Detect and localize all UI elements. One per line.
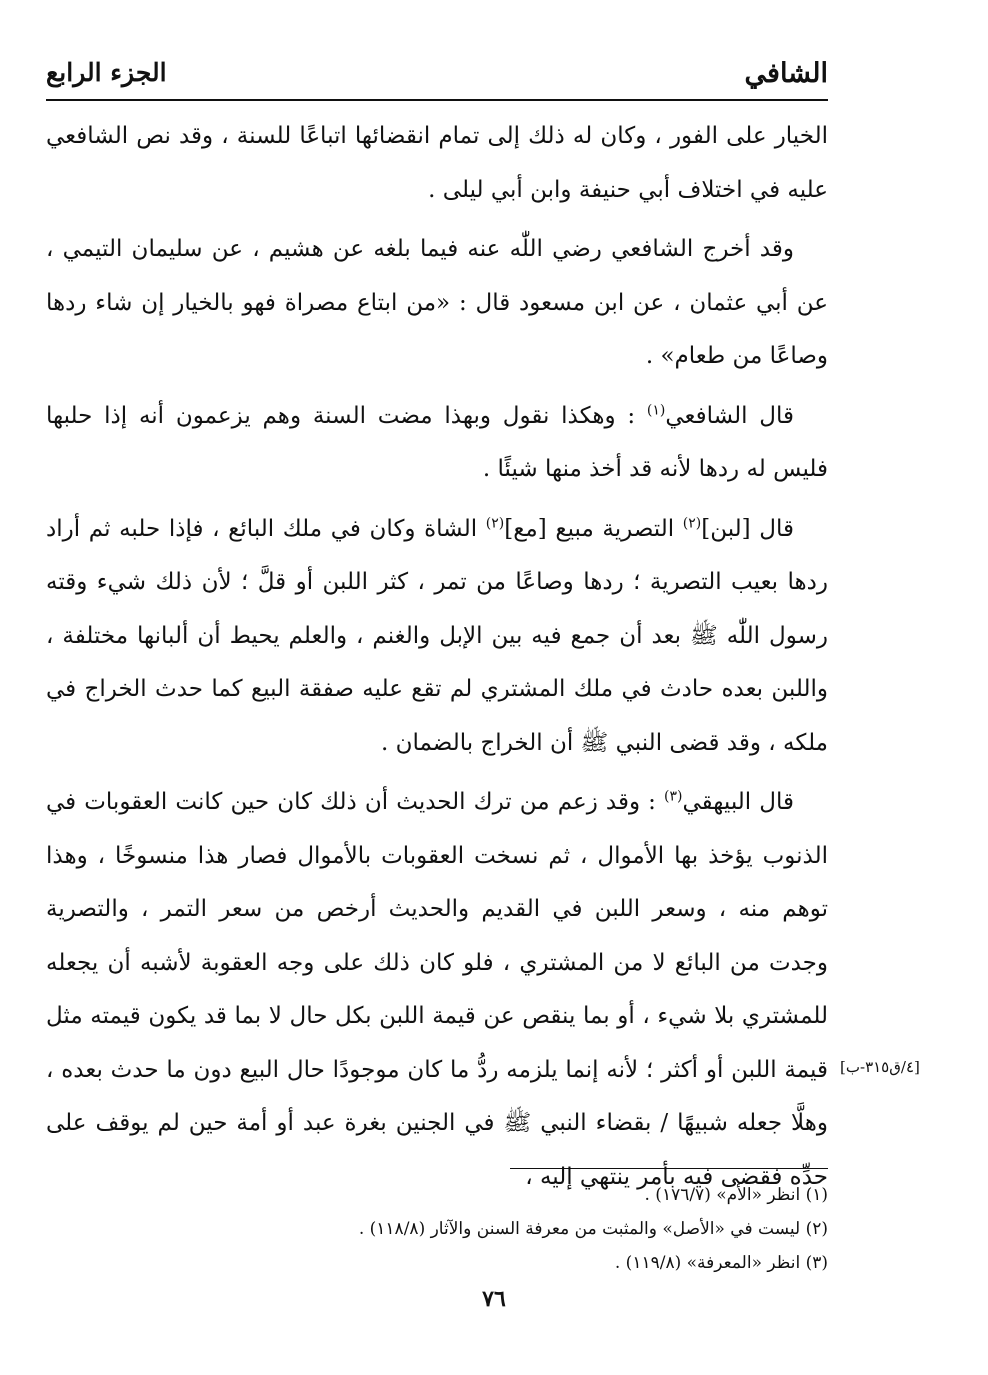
paragraph-3-lead: قال الشافعي (665, 402, 794, 429)
paragraph-4 (46, 503, 828, 771)
footnotes (46, 1178, 828, 1280)
paragraph-5 (46, 776, 828, 1204)
header-rule (46, 99, 828, 101)
main-text (46, 110, 828, 1210)
paragraph-5-text: : وقد زعم من ترك الحديث أن ذلك كان حين كانت العقوبات في الذنوب يؤخذ بها الأموال ، ثم نسخت العقوبات بالأموال فصار هذا منسوخًا ، وهذا توهم منه ، وسعر اللبن في القديم والحديث أرخص من سعر التمر ، والتصرية وجدت من البائع لا من المشتري ، فلو كان ذلك على وجه العقوبة لأشبه أن يجعله للمشتري بلا شيء ، أو بما ينقص عن قيمة اللبن بكل حال لا بما قد يكون قيمته مثل قيمة اللبن أو أكثر ؛ لأنه إنما يلزمه ردُّ ما كان موجودًا حال البيع دون ما حدث بعده ، وهلَّا جعله شبيهًا / بقضاء النبي ﷺ في الجنين بغرة عبد أو أمة حين لم يوقف على حدِّه فقضى فيه بأمر ينتهي إليه ، (46, 789, 828, 1190)
manuscript-folio-note: [٤/ق٣١٥-ب] (840, 1058, 920, 1076)
footnote-rule (510, 1168, 828, 1169)
paragraph-3 (46, 390, 828, 497)
footnote-ref-1: (١) (646, 401, 666, 418)
page-number: ٧٦ (482, 1286, 506, 1312)
paragraph-4-lead: قال [لبن] (701, 515, 794, 542)
book-title: الشافي (744, 58, 828, 89)
footnote-ref-2a: (٢) (682, 514, 702, 531)
footnote-3: (٣) انظر «المعرفة» (١١٩/٨) . (614, 1253, 828, 1273)
running-header (46, 58, 828, 98)
paragraph-3-text: : وهكذا نقول وبهذا مضت السنة وهم يزعمون أنه إذا حلبها فليس له ردها لأنه قد أخذ منها شيئًا . (46, 402, 828, 482)
paragraph-5-lead: قال البيهقي (682, 789, 794, 815)
footnote-ref-3: (٣) (664, 788, 683, 805)
paragraph-2: وقد أخرج الشافعي رضي اللّٰه عنه فيما بلغه عن هشيم ، عن سليمان التيمي ، عن أبي عثمان ، عن ابن مسعود قال : «من ابتاع مصراة فهو بالخيار إن شاء ردها وصاعًا من طعام» . (46, 236, 828, 369)
paragraph-4-text: الشاة وكان في ملك البائع ، فإذا حلبه ثم أراد ردها بعيب التصرية ؛ ردها وصاعًا من تمر ، كثر اللبن أو قلَّ ؛ لأن ذلك شيء وقته رسول اللّٰه ﷺ بعد أن جمع فيه بين الإبل والغنم ، والعلم يحيط أن ألبانها مختلفة ، واللبن بعده حادث في ملك المشتري لم تقع عليه صفقة البيع كما حدث الخراج في ملكه ، وقد قضى النبي ﷺ أن الخراج بالضمان . (46, 515, 828, 756)
footnote-2: (٢) ليست في «الأصل» والمثبت من معرفة السنن والآثار (١١٨/٨) . (358, 1219, 828, 1239)
footnote-ref-2b: (٢) (485, 514, 505, 531)
paragraph-1: الخيار على الفور ، وكان له ذلك إلى تمام انقضائها اتباعًا للسنة ، وقد نص الشافعي عليه في اختلاف أبي حنيفة وابن أبي ليلى . (46, 123, 828, 203)
paragraph-4-mid: التصرية مبيع [مع] (504, 515, 683, 542)
footnote-1: (١) انظر «الأم» (١٧٦/٧) . (644, 1185, 828, 1205)
volume-title: الجزء الرابع (46, 58, 167, 87)
